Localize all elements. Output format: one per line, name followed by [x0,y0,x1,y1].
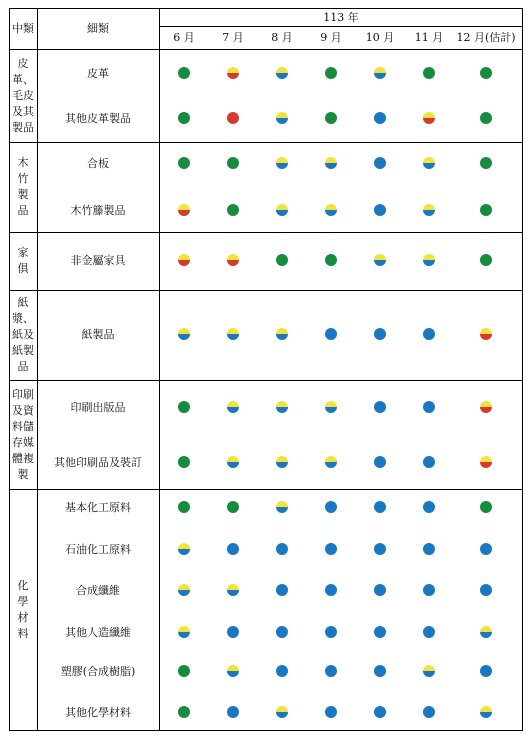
signal-light-green [178,401,190,413]
signal-light-yr [480,456,492,468]
item-label-text: 印刷出版品 [70,400,126,414]
item-label [37,622,159,642]
divider-group [9,380,523,381]
signal-light-blue [325,328,337,340]
signal-light-green [178,665,190,677]
header-month-text: 12 月(估計) [456,31,516,44]
item-label-text: 合成纖維 [76,583,120,597]
signal-light-yb [227,328,239,340]
signal-light-blue [423,401,435,413]
signal-light-yb [276,328,288,340]
signal-light-yb [325,204,337,216]
item-label-text: 塑膠(合成樹脂) [60,664,136,678]
signal-light-blue [423,626,435,638]
signal-light-green [480,254,492,266]
signal-light-yb [276,67,288,79]
signal-light-blue [374,204,386,216]
signal-light-blue [325,501,337,513]
signal-light-yb [227,401,239,413]
item-label [37,200,159,220]
item-label-text: 合板 [87,156,109,170]
item-label [37,702,159,722]
signal-light-green [227,204,239,216]
signal-light-green [480,204,492,216]
signal-light-blue [325,584,337,596]
signal-light-yr [480,328,492,340]
item-label [37,250,159,270]
item-label [37,452,159,472]
signal-light-green [178,501,190,513]
signal-light-blue [325,543,337,555]
signal-light-green [480,112,492,124]
signal-light-yr [227,254,239,266]
header-month [356,26,404,49]
item-label [37,153,159,173]
signal-light-blue [423,501,435,513]
signal-light-blue [374,584,386,596]
signal-light-blue [480,665,492,677]
header-month [307,26,355,49]
category-label [9,489,37,731]
signal-light-yb [227,456,239,468]
item-label-text: 紙製品 [81,327,115,341]
signal-light-blue [374,543,386,555]
signal-light-yb [276,112,288,124]
signal-light-blue [423,328,435,340]
item-label [37,108,159,128]
signal-light-yb [374,67,386,79]
item-label [37,324,159,344]
signal-light-yr [227,67,239,79]
header-item-text: 細類 [87,22,109,35]
signal-light-green [480,157,492,169]
category-label [9,49,37,142]
signal-light-green [480,67,492,79]
signal-light-blue [374,112,386,124]
category-label-text: 木 竹 製 品 [17,156,29,217]
item-label [37,539,159,559]
signal-light-blue [227,706,239,718]
item-label-text: 基本化工原料 [65,500,131,514]
signal-light-green [178,157,190,169]
signal-light-yb [325,401,337,413]
header-category-text: 中類 [12,22,34,35]
signal-light-yb [227,665,239,677]
category-label [9,232,37,290]
signal-light-blue [423,456,435,468]
divider-group [9,290,523,291]
divider-group [9,489,523,490]
category-label-text: 印刷 及資 料儲 存媒 體複 製 [12,387,34,481]
signal-light-yr [178,204,190,216]
signal-light-yb [325,157,337,169]
signal-light-yb [178,584,190,596]
signal-light-yb [178,543,190,555]
signal-light-blue [276,584,288,596]
signal-light-yb [325,456,337,468]
signal-light-blue [325,665,337,677]
item-label-text: 石油化工原料 [65,542,131,556]
item-label-text: 其他皮革製品 [65,111,131,125]
header-month [160,26,208,49]
signal-light-green [227,157,239,169]
signal-light-blue [276,626,288,638]
header-month [258,26,306,49]
item-label-text: 木竹籐製品 [70,203,126,217]
signal-light-blue [423,584,435,596]
item-label [37,63,159,83]
signal-light-yb [480,706,492,718]
signal-light-green [178,67,190,79]
signal-light-yb [480,626,492,638]
signal-light-yb [423,254,435,266]
signal-light-blue [374,401,386,413]
signal-light-yb [276,501,288,513]
header-month [405,26,453,49]
signal-light-blue [374,706,386,718]
signal-light-yb [276,204,288,216]
signal-light-green [325,67,337,79]
category-label [9,290,37,380]
item-label-text: 其他印刷品及裝訂 [54,455,142,469]
category-label-text: 化 學 材 料 [17,579,29,640]
header-month-text: 9 月 [320,31,342,44]
header-month [209,26,257,49]
signal-light-yb [423,665,435,677]
signal-light-blue [227,543,239,555]
signal-light-green [325,112,337,124]
category-label-text: 紙 漿、 紙及 紙製 品 [12,296,34,373]
item-label [37,580,159,600]
item-label-text: 其他人造纖維 [65,625,131,639]
signal-light-blue [325,626,337,638]
signal-light-yb [178,328,190,340]
signal-light-blue [325,706,337,718]
signal-light-green [480,501,492,513]
signal-light-blue [423,543,435,555]
signal-light-yb [276,401,288,413]
item-label-text: 非金屬家具 [70,253,126,267]
signal-light-blue [374,665,386,677]
signal-light-blue [480,543,492,555]
header-category [9,8,37,49]
item-label-text: 其他化學材料 [65,705,131,719]
signal-light-yb [276,456,288,468]
header-month-text: 11 月 [414,31,444,44]
signal-light-blue [374,456,386,468]
category-label [9,380,37,489]
signal-light-blue [480,584,492,596]
category-label [9,142,37,232]
signal-light-blue [227,626,239,638]
signal-light-yb [178,626,190,638]
signal-light-blue [374,501,386,513]
signal-light-red [227,112,239,124]
header-month-text: 8 月 [271,31,293,44]
signal-light-green [227,501,239,513]
category-label-text: 皮 革、 毛皮 及其 製品 [12,56,34,134]
header-year [159,8,523,26]
item-label [37,497,159,517]
signal-light-green [178,112,190,124]
header-year-text: 113 年 [323,10,359,24]
signal-light-blue [374,626,386,638]
divider-group [9,142,523,143]
item-label-text: 皮革 [87,66,109,80]
divider-group [9,232,523,233]
item-label [37,661,159,681]
signal-light-blue [276,543,288,555]
signal-light-green [276,254,288,266]
signal-light-blue [374,328,386,340]
signal-light-yb [227,584,239,596]
signal-light-yb [276,706,288,718]
signal-light-green [178,456,190,468]
divider-item [159,8,160,731]
signal-light-yr [423,112,435,124]
signal-light-yb [423,157,435,169]
signal-light-blue [374,157,386,169]
category-label-text: 家 俱 [17,246,29,275]
signal-light-yb [276,157,288,169]
header-item [37,8,159,49]
signal-light-blue [276,665,288,677]
signal-light-green [178,706,190,718]
signal-light-yb [423,204,435,216]
divider-header [9,49,523,50]
signal-light-green [325,254,337,266]
header-month-text: 10 月 [365,31,395,44]
signal-light-yb [374,254,386,266]
signal-light-yr [480,401,492,413]
header-month [451,26,521,49]
header-month-text: 7 月 [222,31,244,44]
signal-light-yr [178,254,190,266]
signal-light-blue [423,706,435,718]
signal-light-green [423,67,435,79]
item-label [37,397,159,417]
header-month-text: 6 月 [173,31,195,44]
